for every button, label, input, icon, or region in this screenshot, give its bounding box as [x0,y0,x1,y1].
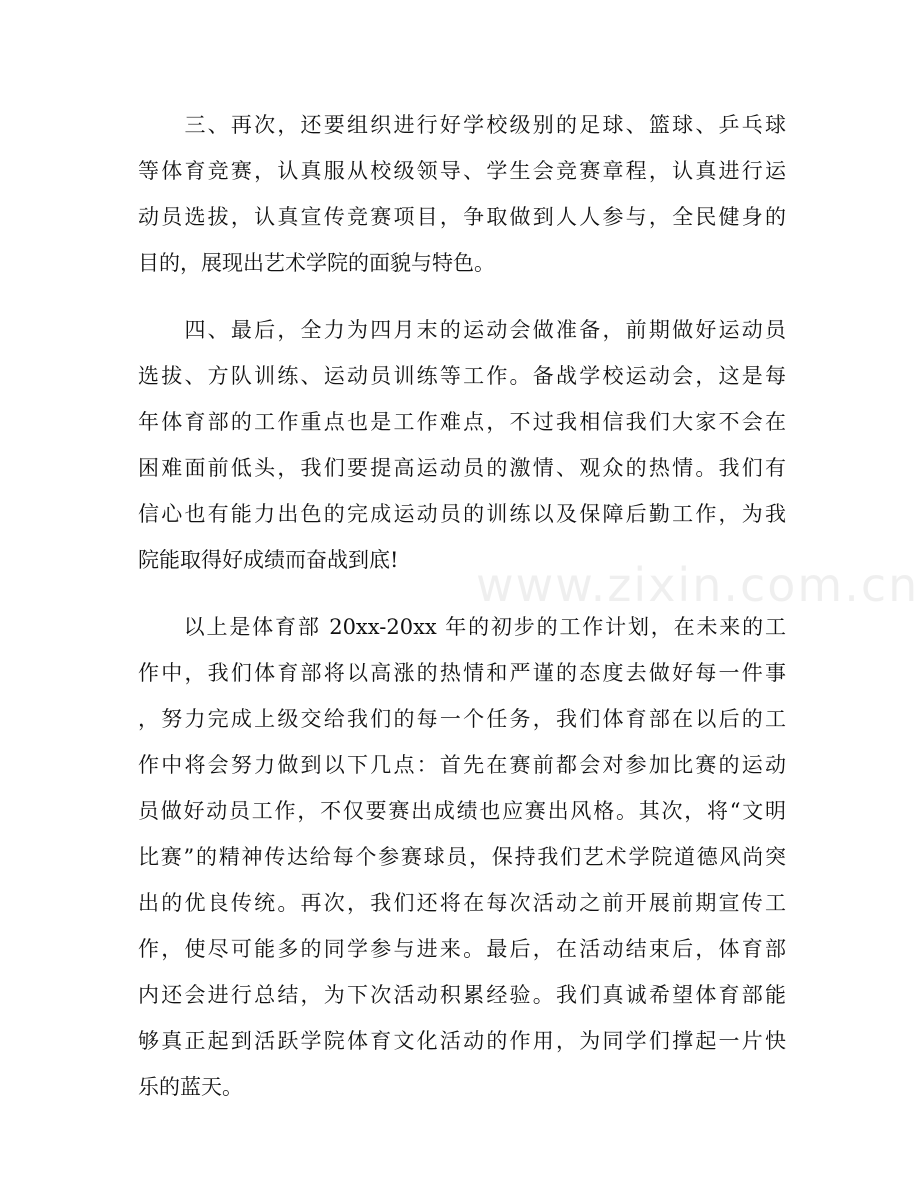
text-line: 出的优良传统。再次，我们还将在每次活动之前开展前期宣传工 [138,891,786,915]
paragraph-3-again [138,102,786,286]
text-line: 四、最后，全力为四月末的运动会做准备，前期做好运动员 [138,318,786,342]
text-line: 等体育竞赛，认真服从校级领导、学生会竞赛章程，认真进行运 [138,159,786,183]
paragraph-4-finally [138,307,786,583]
text-line: 以上是体育部 20xx-20xx 年的初步的工作计划，在未来的工 [138,615,786,639]
text-line: 选拔、方队训练、运动员训练等工作。备战学校运动会，这是每 [138,364,786,388]
text-line: 内还会进行总结，为下次活动积累经验。我们真诚希望体育部能 [138,983,786,1007]
watermark: www.zixin.com.cn [476,558,920,612]
text-line: 信心也有能力出色的完成运动员的训练以及保障后勤工作，为我 [138,502,786,526]
text-line: 三、再次，还要组织进行好学校级别的足球、篮球、乒乓球 [138,113,786,137]
text-line: 够真正起到活跃学院体育文化活动的作用，为同学们撑起一片快 [138,1029,786,1053]
text-line: 年体育部的工作重点也是工作难点，不过我相信我们大家不会在 [138,410,786,434]
text-line: ，努力完成上级交给我们的每一个任务，我们体育部在以后的工 [138,707,786,731]
document-body [138,102,786,1131]
text-line: 目的，展现出艺术学院的面貌与特色。 [138,251,495,275]
text-line: 员做好动员工作，不仅要赛出成绩也应赛出风格。其次，将“文明 [138,799,786,823]
text-line: 困难面前低头，我们要提高运动员的激情、观众的热情。我们有 [138,456,786,480]
text-line: 乐的蓝天。 [138,1075,243,1099]
text-line: 作，使尽可能多的同学参与进来。最后，在活动结束后，体育部 [138,937,786,961]
paragraph-summary [138,604,786,1110]
text-line: 作中将会努力做到以下几点：首先在赛前都会对参加比赛的运动 [138,753,786,777]
text-line: 比赛”的精神传达给每个参赛球员，保持我们艺术学院道德风尚突 [138,845,786,869]
text-line: 动员选拔，认真宣传竞赛项目，争取做到人人参与，全民健身的 [138,205,786,229]
text-line: 院能取得好成绩而奋战到底! [138,548,399,572]
text-line: 作中，我们体育部将以高涨的热情和严谨的态度去做好每一件事 [138,661,786,685]
